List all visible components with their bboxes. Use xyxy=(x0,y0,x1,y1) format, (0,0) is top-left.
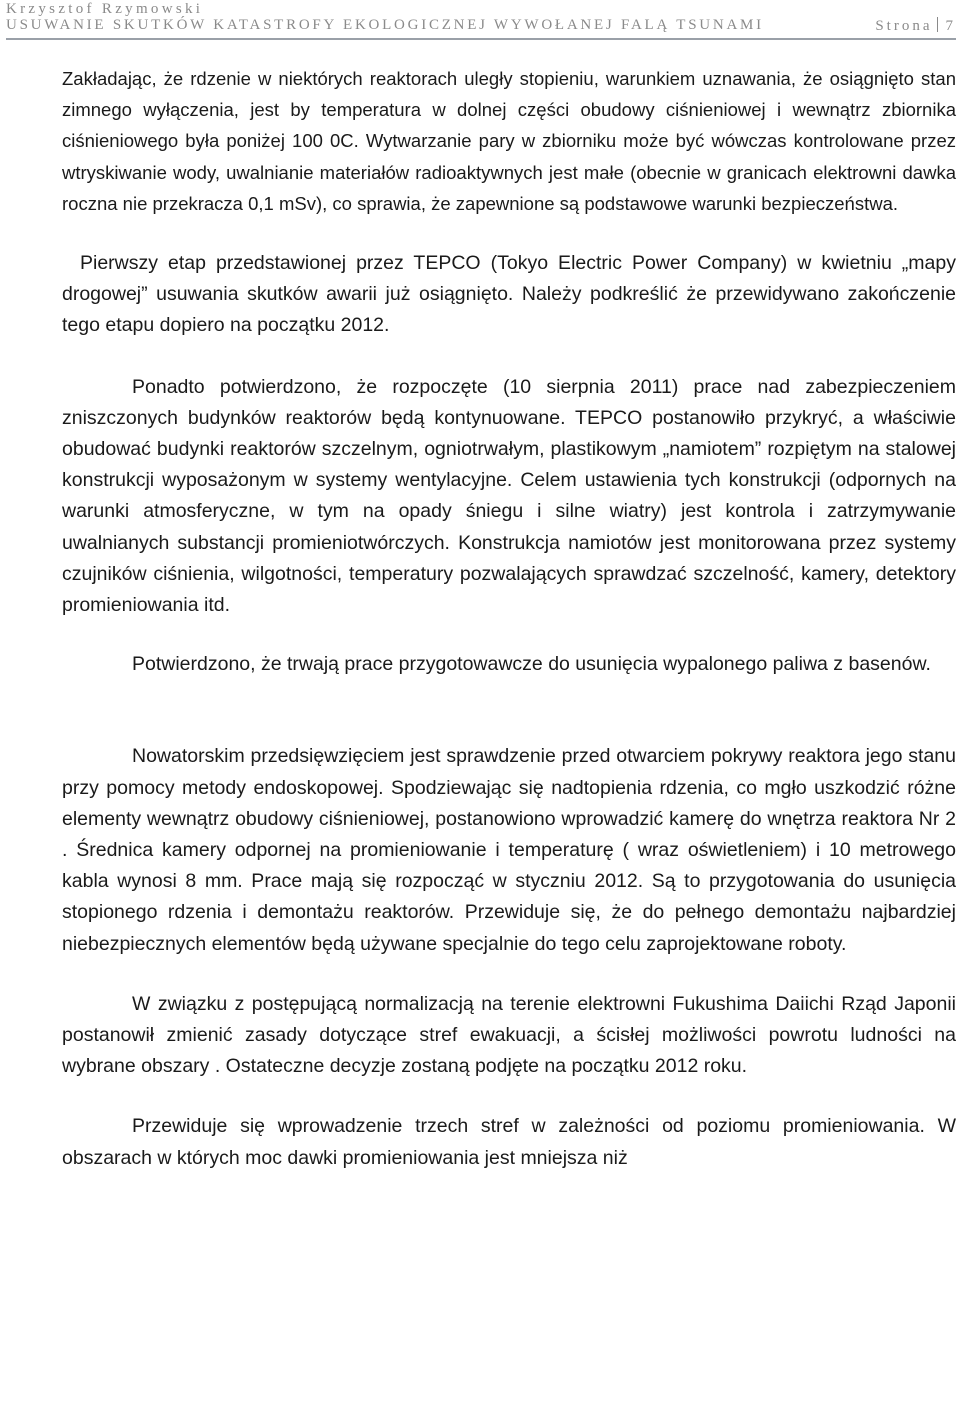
paragraph-reactor-cover: Ponadto potwierdzono, że rozpoczęte (10 sierpnia 2011) prace nad zabezpieczeniem zniszczonych budynków reaktorów będą kontynuowane. TEPCO postanowiło przykryć, a właściwie obudować budynki reaktorów szczelnym, ogniotrwałym, plastikowym „namiotem” rozpiętym na stalowej konstrukcji wyposażonym w systemy wentylacyjne. Celem ustawienia tych konstrukcji (odpornych na warunki atmosferyczne, w tym na opady śniegu i silne wiatry) jest kontrola i zatrzymywanie uwalnianych substancji promieniotwórczych. Konstrukcja namiotów jest monitorowana przez systemy czujników ciśnienia, wilgotności, temperatury pozwalających sprawdzać szczelność, kamery, detektory promieniowania itd. xyxy=(62,375,956,617)
paragraph-three-zones: Przewiduje się wprowadzenie trzech stref w zależności od poziomu promieniowania. W obszarach w których moc dawki promieniowania jest mniejsza niż xyxy=(62,1115,956,1169)
header-title: USUWANIE SKUTKÓW KATASTROFY EKOLOGICZNEJ WYWOŁANEJ FALĄ TSUNAMI xyxy=(6,17,764,33)
paragraph-endoscopy: Nowatorskim przedsięwzięciem jest sprawdzenie przed otwarciem pokrywy reaktora jego stanu przy pomocy metody endoskopowej. Spodziewając się nadtopienia rdzenia, co mgło uszkodzić różne elementy wewnątrz obudowy ciśnieniowej, postanowiono wprowadzić kamerę do wnętrza reaktora Nr 2 . Średnica kamery odpornej na promieniowanie i temperaturę ( wraz oświetleniem) i 10 metrowego kabla wynosi 8 mm. Prace mają się rozpocząć w styczniu 2012. Są to przygotowania do usunięcia stopionego rdzenia i demontażu reaktorów. Przewiduje się, że do pełnego demontażu najbardziej niebezpiecznych elementów będą używane specjalnie do tego celu zaprojektowane roboty. xyxy=(62,745,956,955)
document-body xyxy=(62,63,956,1174)
paragraph-spent-fuel: Potwierdzono, że trwają prace przygotowawcze do usunięcia wypalonego paliwa z basenów. xyxy=(132,653,931,676)
header-author: Krzysztof Rzymowski xyxy=(6,1,204,17)
page-separator xyxy=(937,17,938,32)
header-divider xyxy=(6,38,956,40)
page-header xyxy=(6,0,956,46)
page-label: Strona xyxy=(875,18,933,34)
paragraph-evacuation-zones: W związku z postępującą normalizacją na terenie elektrowni Fukushima Daiichi Rząd Japonii postanowił zmienić zasady dotyczące stref ewakuacji, a ścisłej możliwości powrotu ludności na wybrane obszary . Ostateczne decyzje zostaną podjęte na początku 2012 roku. xyxy=(62,992,956,1078)
header-page-indicator xyxy=(875,17,956,35)
paragraph-cold-shutdown: Zakładając, że rdzenie w niektórych reaktorach uległy stopieniu, warunkiem uznawania, że osiągnięto stan zimnego wyłączenia, jest by temperatura w dolnej części obudowy ciśnieniowej i wewnątrz zbiornika ciśnieniowego była poniżej 100 0C. Wytwarzanie pary w zbiorniku może być wówczas kontrolowane przez wtryskiwanie wody, uwalnianie materiałów radioaktywnych jest małe (obecnie w granicach elektrowni dawka roczna nie przekracza 0,1 mSv), co sprawia, że zapewnione są podstawowe warunki bezpieczeństwa. xyxy=(62,68,956,214)
paragraph-roadmap: Pierwszy etap przedstawionej przez TEPCO (Tokyo Electric Power Company) w kwietniu „mapy drogowej” usuwania skutków awarii już osiągnięto. Należy podkreślić że przewidywano zakończenie tego etapu dopiero na początku 2012. xyxy=(62,252,956,337)
page-number: 7 xyxy=(945,18,956,34)
